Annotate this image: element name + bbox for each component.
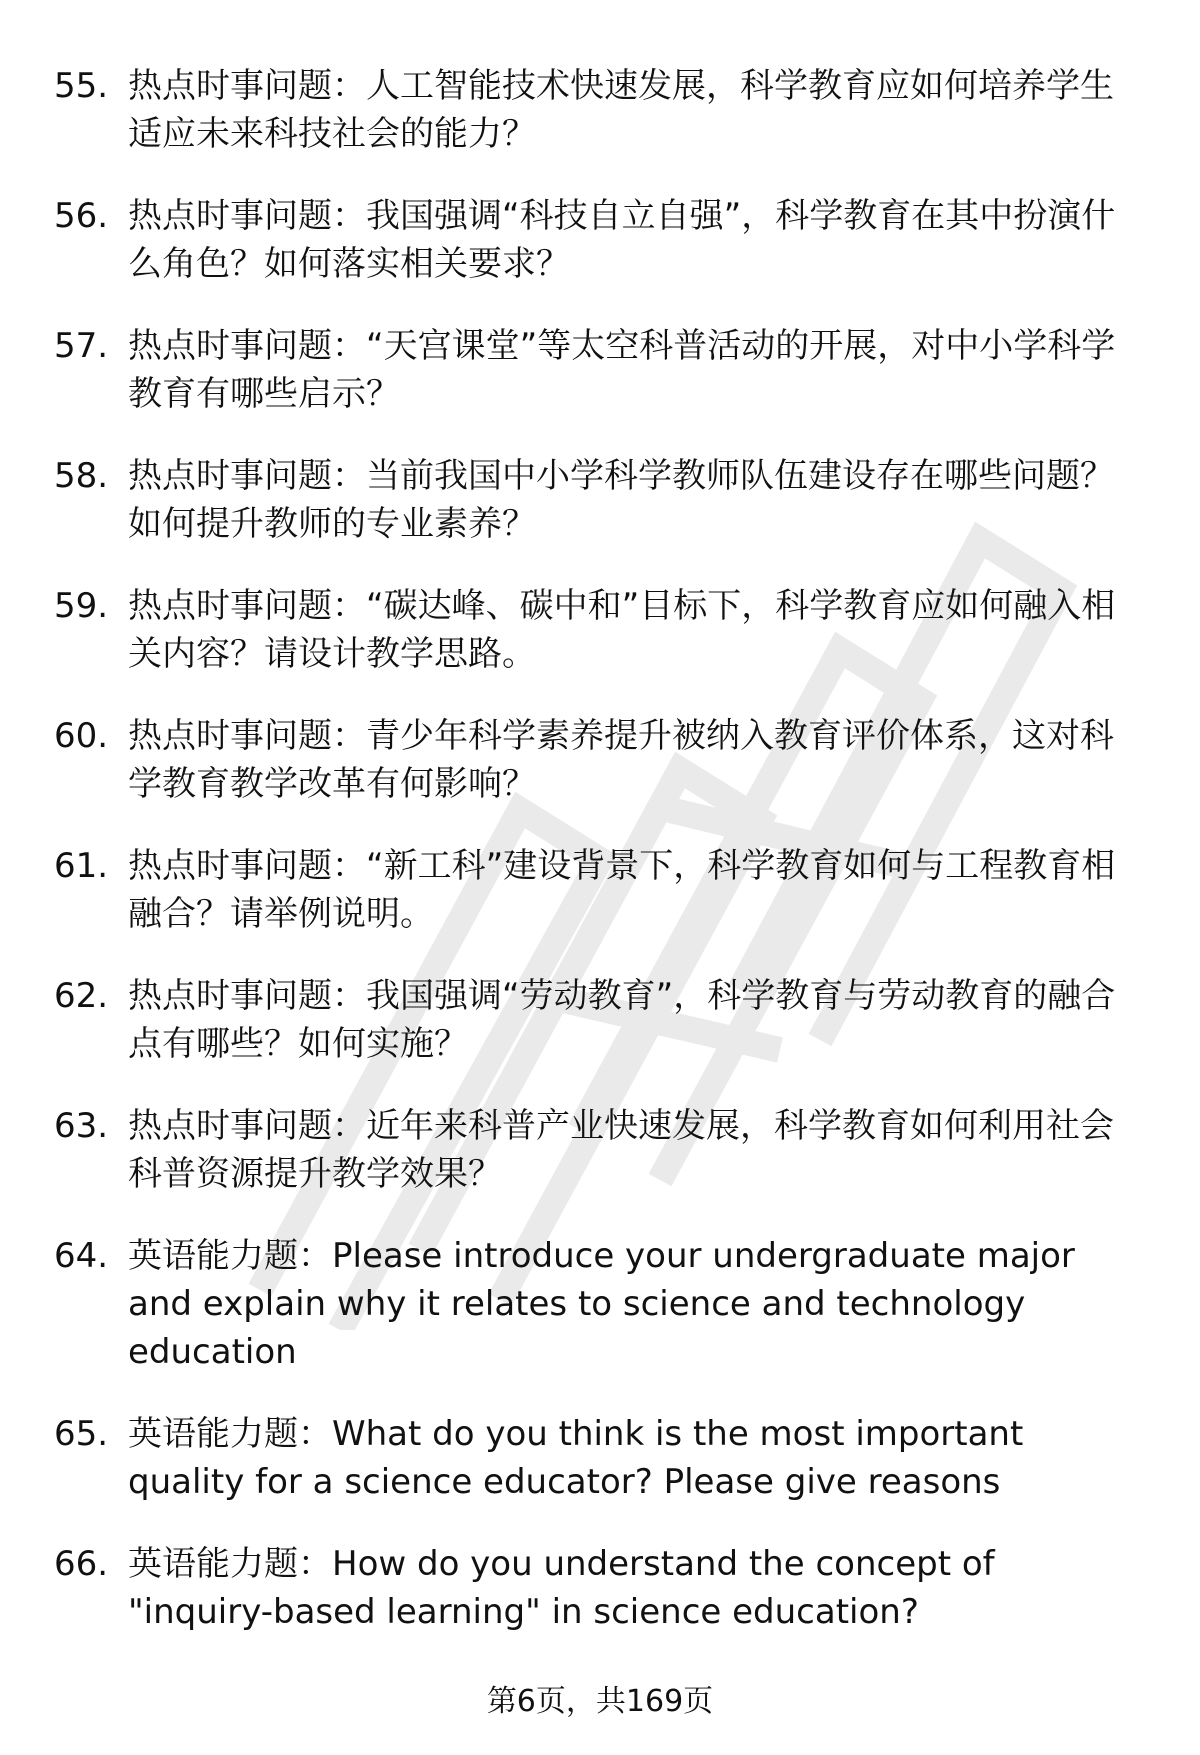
question-item-57 <box>0 322 1200 418</box>
question-item-56 <box>0 192 1200 288</box>
question-number: 64. <box>54 1236 109 1276</box>
question-item-60 <box>0 712 1200 808</box>
question-text: 热点时事问题：人工智能技术快速发展，科学教育应如何培养学生适应未来科技社会的能力？ <box>128 66 1114 154</box>
question-number: 57. <box>54 326 109 366</box>
question-item-66 <box>0 1540 1200 1636</box>
question-text: 热点时事问题：青少年科学素养提升被纳入教育评价体系，这对科学教育教学改革有何影响？ <box>128 716 1114 804</box>
question-item-59 <box>0 582 1200 678</box>
question-item-65 <box>0 1410 1200 1506</box>
question-number: 63. <box>54 1106 109 1146</box>
question-number: 62. <box>54 976 109 1016</box>
question-item-55 <box>0 62 1200 158</box>
question-list <box>0 62 1200 1670</box>
question-text: 热点时事问题：“碳达峰、碳中和”目标下，科学教育应如何融入相关内容？请设计教学思路。 <box>128 586 1116 674</box>
question-item-61 <box>0 842 1200 938</box>
question-text: 热点时事问题：“新工科”建设背景下，科学教育如何与工程教育相融合？请举例说明。 <box>128 846 1116 934</box>
question-number: 56. <box>54 196 109 236</box>
question-number: 61. <box>54 846 109 886</box>
question-text: 热点时事问题：我国强调“劳动教育”，科学教育与劳动教育的融合点有哪些？如何实施？ <box>128 976 1116 1064</box>
question-text: 热点时事问题：近年来科普产业快速发展，科学教育如何利用社会科普资源提升教学效果？ <box>128 1106 1114 1194</box>
question-number: 59. <box>54 586 109 626</box>
page-indicator: 第6页，共169页 <box>486 1684 714 1719</box>
question-text: 热点时事问题：我国强调“科技自立自强”，科学教育在其中扮演什么角色？如何落实相关要求？ <box>128 196 1116 284</box>
question-text: 英语能力题：What do you think is the most important quality for a science educator? Please give reasons <box>128 1414 1024 1502</box>
question-number: 55. <box>54 66 109 106</box>
question-text: 热点时事问题：“天宫课堂”等太空科普活动的开展，对中小学科学教育有哪些启示？ <box>128 326 1116 414</box>
question-text: 英语能力题：Please introduce your undergraduate major and explain why it relates to science and technology education <box>128 1236 1075 1372</box>
question-item-58 <box>0 452 1200 548</box>
question-item-63 <box>0 1102 1200 1198</box>
question-text: 英语能力题：How do you understand the concept of "inquiry-based learning" in science education? <box>128 1544 995 1632</box>
question-number: 58. <box>54 456 109 496</box>
question-number: 60. <box>54 716 109 756</box>
question-item-62 <box>0 972 1200 1068</box>
question-text: 热点时事问题：当前我国中小学科学教师队伍建设存在哪些问题？如何提升教师的专业素养？ <box>128 456 1114 544</box>
question-item-64 <box>0 1232 1200 1376</box>
question-number: 66. <box>54 1544 109 1584</box>
question-number: 65. <box>54 1414 109 1454</box>
